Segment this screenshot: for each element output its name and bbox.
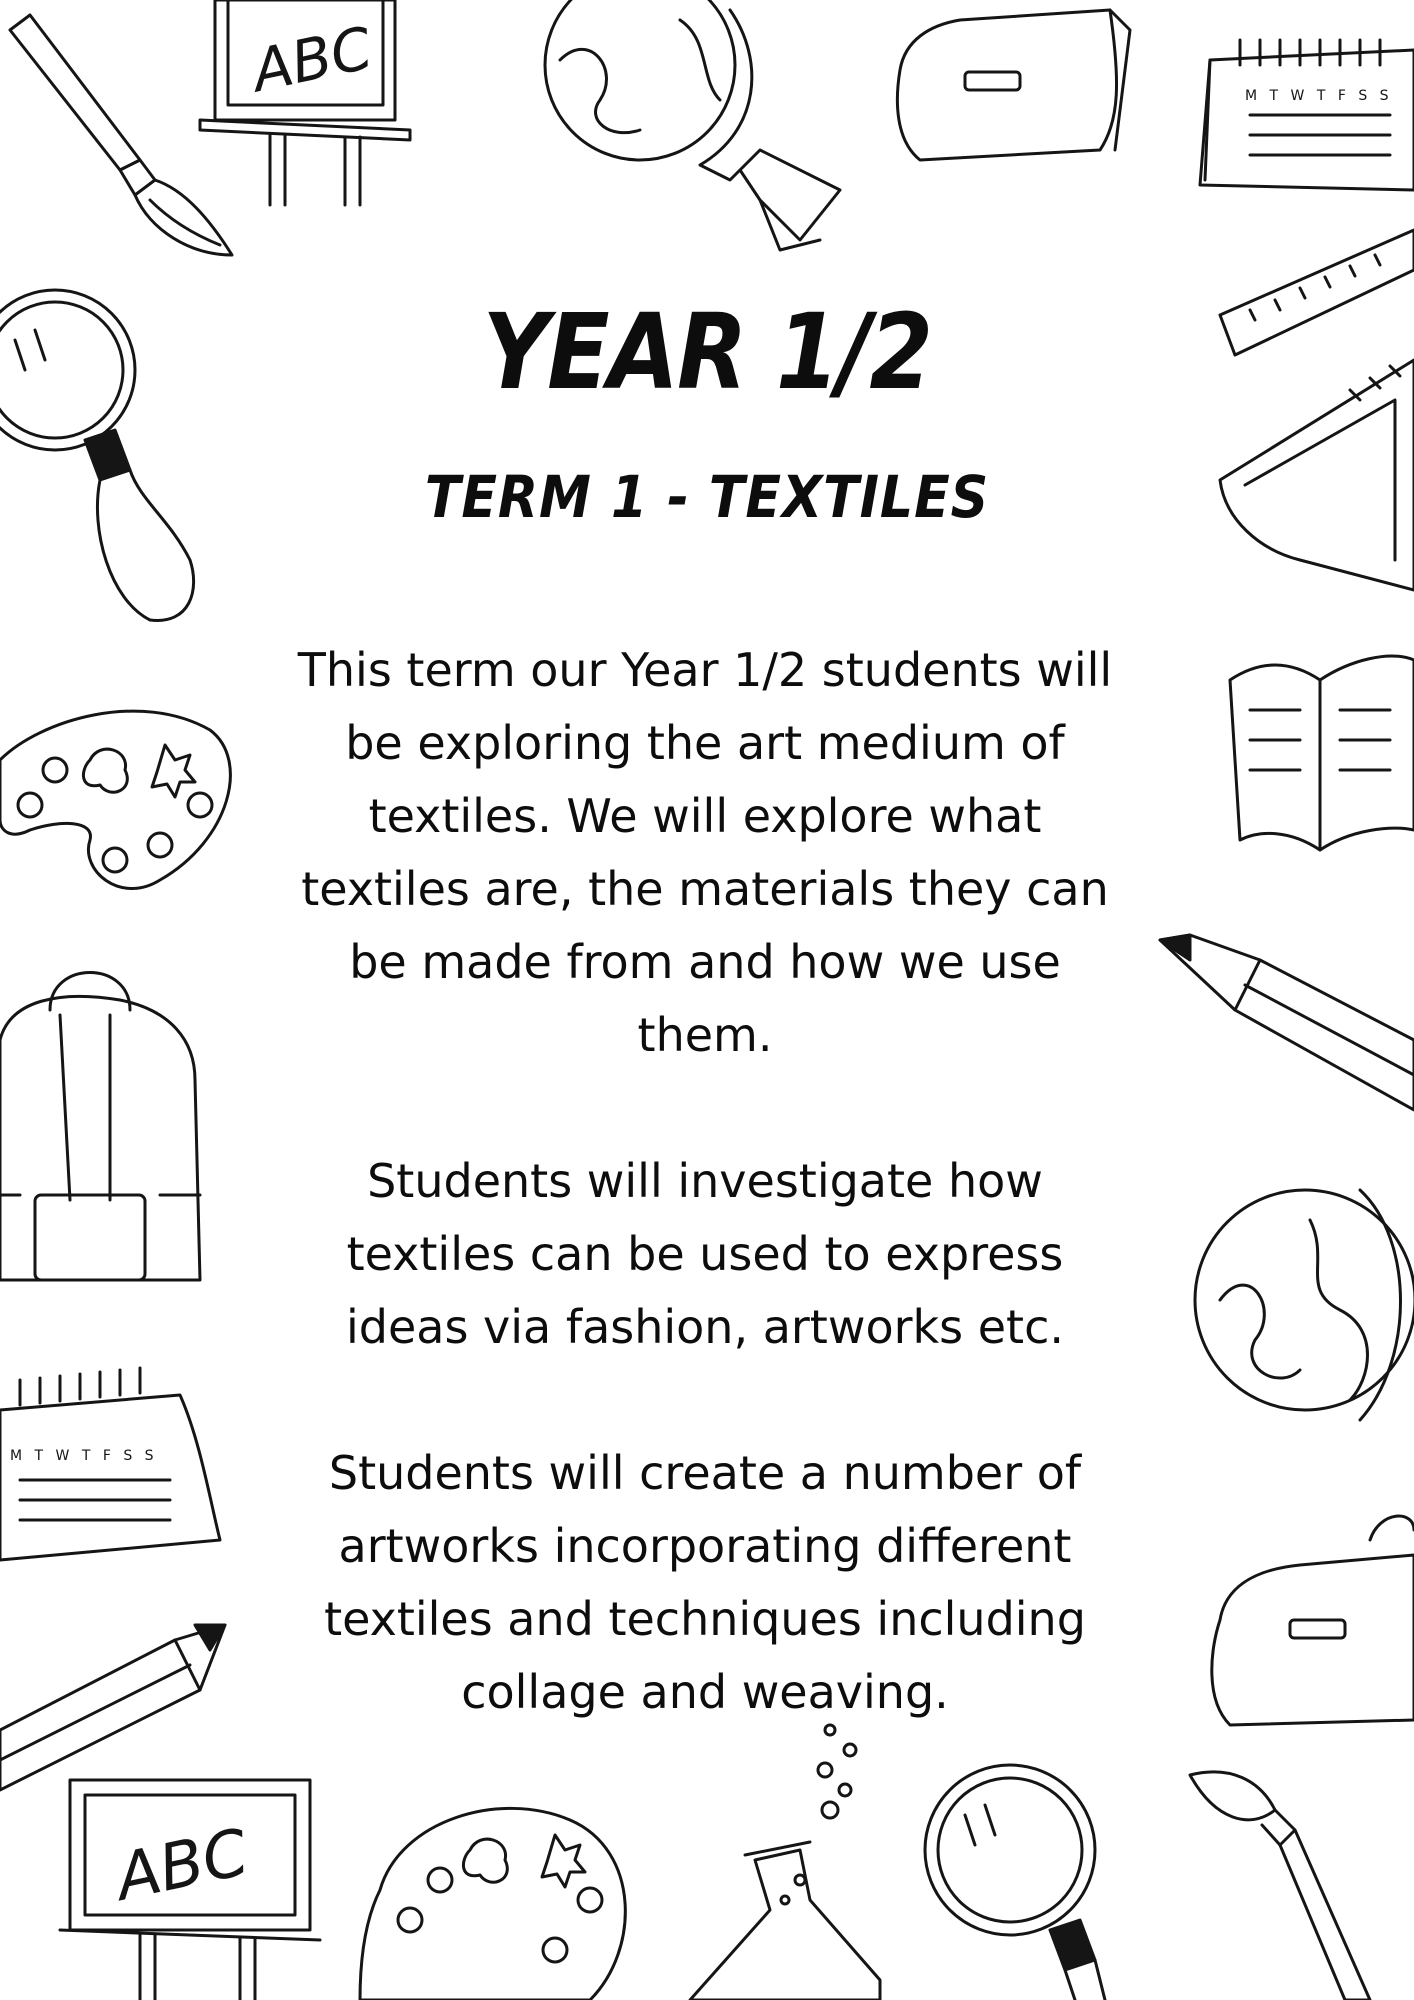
- briefcase-icon: [1212, 1516, 1414, 1725]
- globe-icon: [1195, 1190, 1414, 1420]
- book-icon: [1230, 656, 1414, 850]
- paintbrush-icon: [1190, 1772, 1370, 2000]
- chalkboard-icon: [60, 1780, 320, 2000]
- paintbrush-icon: [10, 15, 232, 255]
- pencil-icon: [1160, 935, 1414, 1110]
- chalkboard-icon: [200, 0, 410, 205]
- pencil-icon: [0, 1625, 225, 1790]
- paragraph-overview: This term our Year 1/2 students will be exploring the art medium of textiles. We will explore what textiles are, the materials they can be made from and how we use them.: [297, 643, 1113, 1062]
- calendar-days: M T W T F S S: [1245, 88, 1393, 104]
- calendar-icon: [0, 1368, 220, 1560]
- page-title: YEAR 1/2: [482, 291, 932, 413]
- calendar-days: M T W T F S S: [10, 1448, 158, 1464]
- chalkboard-text: ABC: [109, 1815, 255, 1916]
- palette-icon: [0, 711, 230, 888]
- paragraph-investigate: Students will investigate how textiles can be used to express ideas via fashion, artworks etc.: [346, 1154, 1064, 1354]
- palette-icon: [360, 1808, 625, 2000]
- backpack-icon: [0, 973, 200, 1281]
- globe-icon: [545, 0, 840, 250]
- chalkboard-text: ABC: [246, 13, 378, 106]
- paragraph-create: Students will create a number of artworks incorporating different textiles and techniques including collage and weaving.: [324, 1446, 1086, 1719]
- calendar-icon: [1200, 40, 1414, 190]
- term-description: [240, 634, 1170, 1729]
- magnifying-glass-icon: [925, 1765, 1105, 2000]
- briefcase-icon: [897, 10, 1130, 160]
- flask-icon: [690, 1725, 880, 2000]
- page-subtitle: TERM 1 - TEXTILES: [424, 463, 990, 531]
